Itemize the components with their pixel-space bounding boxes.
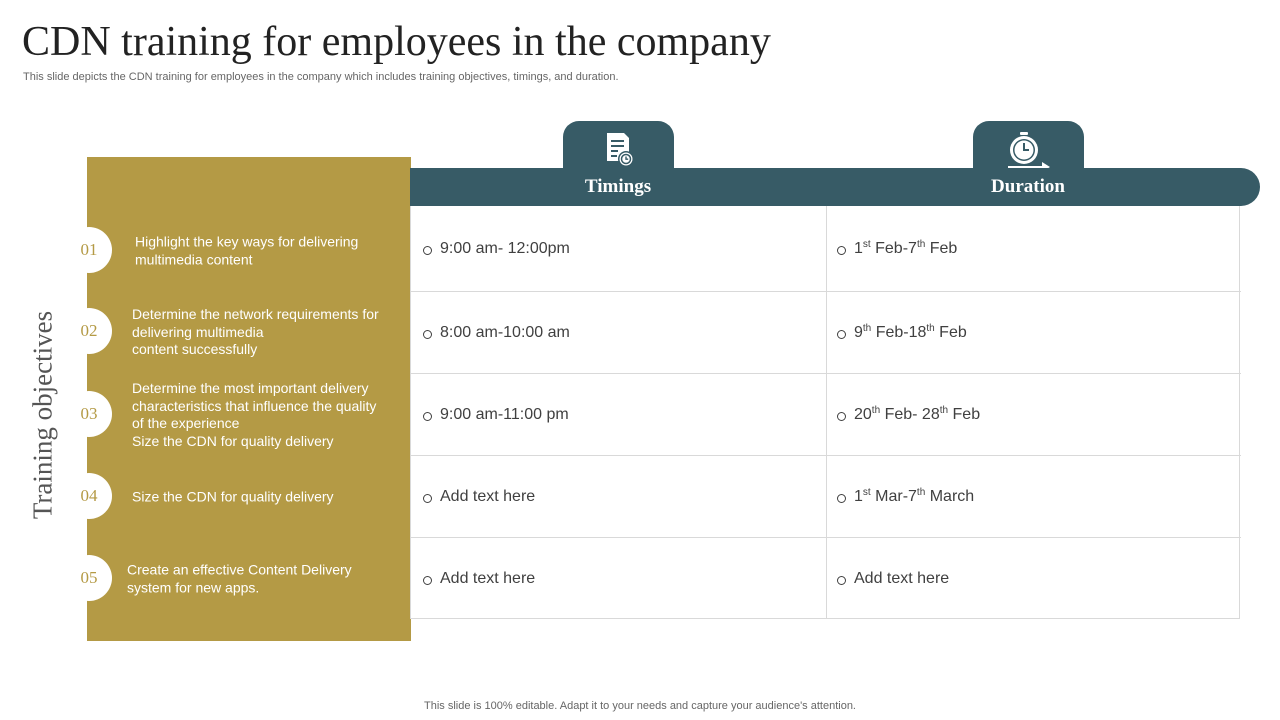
- objective-text: Determine the network requirements for delivering multimedia content successfully: [132, 305, 379, 357]
- bullet-icon: [423, 576, 432, 585]
- footer-note: This slide is 100% editable. Adapt it to your needs and capture your audience's attention.: [424, 700, 856, 712]
- objective-number: 04: [66, 473, 112, 519]
- duration-text: 1st Feb-7th Feb: [854, 239, 958, 257]
- duration-cell: [837, 208, 957, 290]
- timing-cell: [423, 456, 535, 538]
- timing-cell: [423, 292, 570, 374]
- objective-row: [66, 467, 411, 527]
- duration-cell: [837, 538, 949, 620]
- timing-cell: [423, 374, 569, 456]
- duration-text: Add text here: [854, 570, 950, 587]
- page-title: CDN training for employees in the company: [22, 19, 771, 65]
- timing-text: Add text here: [440, 488, 536, 505]
- objective-number: 02: [66, 308, 112, 354]
- timing-cell: [423, 208, 570, 290]
- objective-row: [66, 302, 411, 362]
- timing-text: 9:00 am- 12:00pm: [440, 240, 570, 257]
- objective-text: Size the CDN for quality delivery: [132, 488, 334, 505]
- bullet-icon: [423, 494, 432, 503]
- bullet-icon: [837, 576, 846, 585]
- bullet-icon: [423, 330, 432, 339]
- duration-header: Duration: [991, 176, 1065, 197]
- training-objectives-label-text: Training objectives: [27, 310, 58, 520]
- timing-text: 9:00 am-11:00 pm: [440, 406, 569, 423]
- objective-row: [66, 221, 411, 281]
- objective-number: 01: [66, 227, 112, 273]
- timing-text: Add text here: [440, 570, 536, 587]
- objective-text: Highlight the key ways for delivering multimedia content: [135, 233, 359, 267]
- objective-number: 05: [66, 555, 112, 601]
- objective-row: [66, 380, 411, 449]
- column-divider: [826, 206, 827, 619]
- bullet-icon: [837, 412, 846, 421]
- schedule-table: [410, 206, 1240, 619]
- bullet-icon: [837, 246, 846, 255]
- bullet-icon: [423, 412, 432, 421]
- bullet-icon: [837, 494, 846, 503]
- bullet-icon: [837, 330, 846, 339]
- timing-cell: [423, 538, 535, 620]
- timing-text: 8:00 am-10:00 am: [440, 324, 570, 341]
- duration-text: 20th Feb- 28th Feb: [854, 405, 981, 423]
- objective-text: Determine the most important delivery characteristics that influence the quality of the experience Size the CDN for quality delivery: [132, 380, 377, 449]
- objective-text: Create an effective Content Delivery system for new apps.: [127, 561, 352, 595]
- duration-text: 9th Feb-18th Feb: [854, 323, 967, 341]
- timings-header: Timings: [584, 176, 652, 197]
- duration-cell: [837, 374, 980, 456]
- row-divider: [411, 537, 1241, 538]
- page-subtitle: This slide depicts the CDN training for employees in the company which includes training objectives, timings, and duration.: [23, 71, 619, 83]
- objective-row: [66, 549, 411, 609]
- bullet-icon: [423, 246, 432, 255]
- duration-cell: [837, 292, 967, 374]
- duration-cell: [837, 456, 974, 538]
- objective-number: 03: [66, 391, 112, 437]
- duration-text: 1st Mar-7th March: [854, 487, 975, 505]
